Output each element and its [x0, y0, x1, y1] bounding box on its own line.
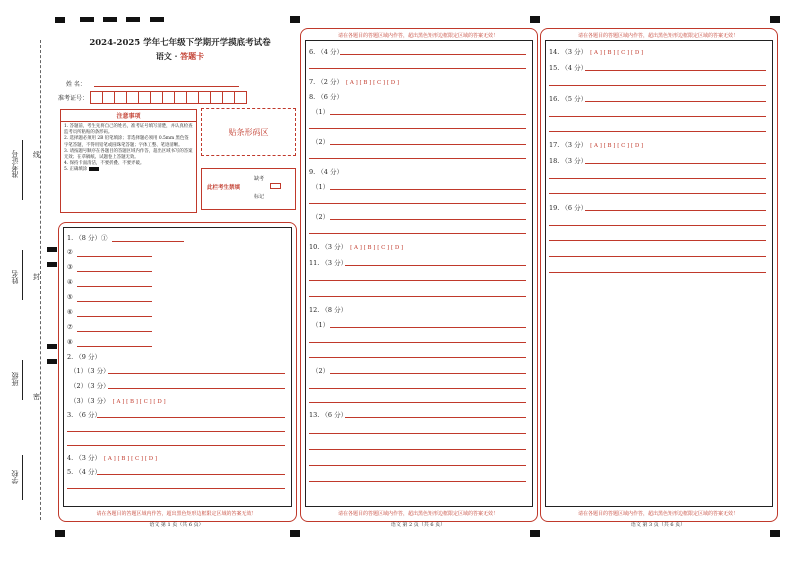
page-footer: 语文 第 2 页（共 6 页） [390, 522, 446, 528]
answer-line[interactable] [309, 203, 526, 204]
answer-line[interactable] [77, 331, 152, 332]
warning-text: 请在各题目的答题区域内作答，超出黑色矩形边框限定区域的答案无效！ [337, 33, 498, 39]
answer-line[interactable] [309, 296, 526, 297]
answer-line[interactable] [345, 265, 526, 266]
answer-line[interactable] [309, 433, 526, 434]
notice-item: 4. 保持卡面清洁，不要折叠、不要弄破。 [64, 161, 145, 167]
answer-line[interactable] [585, 163, 766, 164]
part-2: （2） [312, 367, 330, 375]
answer-line[interactable] [309, 68, 526, 69]
answer-line[interactable] [309, 280, 526, 281]
timing-mark [55, 17, 65, 23]
answer-line[interactable] [309, 465, 526, 466]
sub-6: ⑥ [67, 308, 73, 316]
answer-line[interactable] [97, 417, 285, 418]
answer-line[interactable] [549, 178, 766, 179]
notice-title: 注意事项 [61, 110, 196, 122]
question-17: 17. （3 分） [ A ] [ B ] [ C ] [ D ] [549, 141, 644, 149]
question-2-3: （3）（3 分） [ A ] [ B ] [ C ] [ D ] [70, 397, 166, 405]
side-field-line [22, 455, 23, 500]
answer-line[interactable] [77, 316, 152, 317]
answer-line[interactable] [345, 417, 526, 418]
part-1: （1） [312, 108, 330, 116]
warning-text: 请在各题目的答题区域内作答，超出黑色矩形边框限定区域的答案无效！ [96, 511, 257, 517]
answer-line[interactable] [549, 225, 766, 226]
question-2-2: （2）（3 分） [70, 382, 110, 390]
answer-line[interactable] [309, 481, 526, 482]
id-label: 准考证号： [58, 95, 89, 102]
answer-line[interactable] [77, 286, 152, 287]
timing-mark [290, 530, 300, 537]
question-4: 4. （3 分） [ A ] [ B ] [ C ] [ D ] [67, 454, 158, 462]
binding-secret-char: 密 [33, 393, 40, 401]
side-label-school: 学校 [11, 470, 19, 484]
barcode-label: 贴条形码区 [228, 127, 269, 137]
side-field-line [22, 250, 23, 300]
name-field[interactable] [94, 86, 239, 87]
question-16: 16. （5 分） [549, 95, 588, 103]
sub-3: ③ [67, 263, 73, 271]
timing-mark [530, 530, 540, 537]
fill-sample [89, 167, 99, 171]
timing-mark [47, 247, 57, 252]
question-15: 15. （4 分） [549, 64, 588, 72]
choice-options[interactable]: [ A ] [ B ] [ C ] [ D ] [350, 245, 404, 251]
question-12: 12. （8 分） [309, 306, 348, 314]
timing-mark [47, 262, 57, 267]
answer-line[interactable] [67, 445, 285, 446]
answer-line[interactable] [309, 449, 526, 450]
part-2: （2） [312, 138, 330, 146]
answer-line[interactable] [330, 373, 526, 374]
question-11: 11. （3 分） [309, 259, 348, 267]
choice-options[interactable]: [ A ] [ B ] [ C ] [ D ] [590, 143, 644, 149]
side-field-line [22, 140, 23, 200]
sub-8: ⑧ [67, 338, 73, 346]
answer-line[interactable] [549, 85, 766, 86]
side-label-class: 班级 [11, 372, 19, 386]
question-5: 5. （4 分） [67, 468, 101, 476]
question-18: 18. （3 分） [549, 157, 588, 165]
timing-mark [47, 359, 57, 364]
page-footer: 语文 第 3 页（共 6 页） [630, 522, 686, 528]
answer-line[interactable] [330, 144, 526, 145]
question-6: 6. （4 分） [309, 48, 343, 56]
binding-line [40, 40, 41, 520]
timing-mark [103, 17, 117, 22]
answer-line[interactable] [585, 210, 766, 211]
question-7: 7. （2 分） [ A ] [ B ] [ C ] [ D ] [309, 78, 400, 86]
question-2-1: （1）（3 分） [70, 367, 110, 375]
choice-options[interactable]: [ A ] [ B ] [ C ] [ D ] [590, 50, 644, 56]
answer-line[interactable] [330, 189, 526, 190]
absent-mark-text: 标记 [254, 194, 265, 200]
side-field-line [22, 360, 23, 400]
answer-line[interactable] [309, 158, 526, 159]
question-3: 3. （6 分） [67, 411, 101, 419]
binding-line-char: 线 [33, 151, 40, 159]
part-1: （1） [312, 183, 330, 191]
notice-item: 2. 选择题必须用 2B 铅笔填涂；非选择题必须用 0.5mm 黑色签字笔答题，不得用铅笔或圆珠笔答题；字体工整、笔迹清晰。 [64, 136, 189, 148]
part-1: （1） [312, 321, 330, 329]
timing-mark [770, 16, 780, 23]
answer-line[interactable] [77, 301, 152, 302]
answer-area-3 [545, 40, 773, 507]
answer-area-2 [305, 40, 533, 507]
timing-mark [150, 17, 164, 22]
notice-box [60, 109, 197, 213]
side-label-id: 准考证号 [11, 150, 19, 178]
barcode-area [201, 108, 296, 156]
warning-text: 请在各题目的答题区域内作答，超出黑色矩形边框限定区域的答案无效！ [337, 511, 498, 517]
question-9: 9. （4 分） [309, 168, 343, 176]
timing-mark [770, 530, 780, 537]
sub-5: ⑤ [67, 293, 73, 301]
question-10: 10. （3 分） [ A ] [ B ] [ C ] [ D ] [309, 243, 404, 251]
answer-line[interactable] [549, 240, 766, 241]
answer-line[interactable] [309, 128, 526, 129]
subject: 语文 · [155, 51, 181, 61]
answer-line[interactable] [67, 431, 285, 432]
answer-line[interactable] [77, 346, 152, 347]
side-label-name: 姓名 [11, 270, 19, 284]
choice-options[interactable]: [ A ] [ B ] [ C ] [ D ] [112, 399, 166, 405]
timing-mark [47, 344, 57, 349]
answer-line[interactable] [330, 219, 526, 220]
answer-line[interactable] [330, 114, 526, 115]
sub-2: ② [67, 248, 73, 256]
choice-options[interactable]: [ A ] [ B ] [ C ] [ D ] [103, 456, 158, 462]
absent-label: 此栏考生禁填 [207, 185, 241, 191]
absent-mark-box[interactable] [270, 183, 281, 189]
exam-title: 2024-2025 学年七年级下学期开学摸底考试卷 [89, 38, 271, 48]
page-footer: 语文 第 1 页（共 6 页） [149, 522, 204, 528]
timing-mark [126, 17, 140, 22]
answer-line[interactable] [309, 388, 526, 389]
question-13: 13. （6 分） [309, 411, 348, 419]
question-19: 19. （6 分） [549, 204, 588, 212]
answer-line[interactable] [108, 388, 285, 389]
answer-line[interactable] [97, 474, 285, 475]
name-label: 姓 名： [66, 81, 86, 88]
notice-item: 5. 正确填涂 [64, 167, 193, 173]
answer-line[interactable] [549, 272, 766, 273]
timing-mark [55, 530, 65, 537]
part-2: （2） [312, 213, 330, 221]
answer-line[interactable] [309, 402, 526, 403]
answer-line[interactable] [67, 488, 285, 489]
timing-mark [530, 16, 540, 23]
answer-line[interactable] [309, 357, 526, 358]
answer-line[interactable] [309, 233, 526, 234]
answer-line[interactable] [77, 256, 152, 257]
answer-line[interactable] [340, 54, 526, 55]
subject-line [70, 51, 290, 62]
answer-line[interactable] [330, 327, 526, 328]
sub-4: ④ [67, 278, 73, 286]
notice-item: 3. 请按题号顺序在各题目的答题区域内作答，超出区域书写的答案无效；在草稿纸、试题卷上答题无效。 [64, 148, 193, 161]
answer-line[interactable] [549, 131, 766, 132]
card-label: 答题卡 [180, 51, 205, 61]
absent-mark-text: 缺考 [254, 176, 265, 182]
answer-line[interactable] [112, 241, 184, 242]
answer-line[interactable] [549, 116, 766, 117]
question-1: 1. （8 分）① [67, 234, 108, 242]
answer-line[interactable] [108, 373, 285, 374]
warning-text: 请在各题目的答题区域内作答，超出黑色矩形边框限定区域的答案无效！ [577, 511, 738, 517]
notice-item: 1. 答题前，考生先将自己的姓名，准考证号填写清楚，并认真检查监考员所粘贴的条形码。 [64, 124, 193, 136]
answer-line[interactable] [549, 256, 766, 257]
choice-options[interactable]: [ A ] [ B ] [ C ] [ D ] [345, 80, 400, 86]
timing-mark [290, 16, 300, 23]
question-14: 14. （3 分） [ A ] [ B ] [ C ] [ D ] [549, 48, 644, 56]
binding-seal-char: 封 [33, 273, 40, 281]
absent-box [201, 168, 296, 210]
sub-7: ⑦ [67, 323, 73, 331]
timing-mark [80, 17, 94, 22]
id-boxes[interactable] [90, 91, 247, 104]
question-2: 2. （9 分） [67, 353, 101, 361]
question-8: 8. （6 分） [309, 93, 343, 101]
warning-text: 请在各题目的答题区域内作答，超出黑色矩形边框限定区域的答案无效！ [577, 33, 738, 39]
answer-line[interactable] [77, 271, 152, 272]
answer-line[interactable] [309, 342, 526, 343]
answer-line[interactable] [585, 101, 766, 102]
answer-line[interactable] [549, 193, 766, 194]
answer-line[interactable] [585, 70, 766, 71]
